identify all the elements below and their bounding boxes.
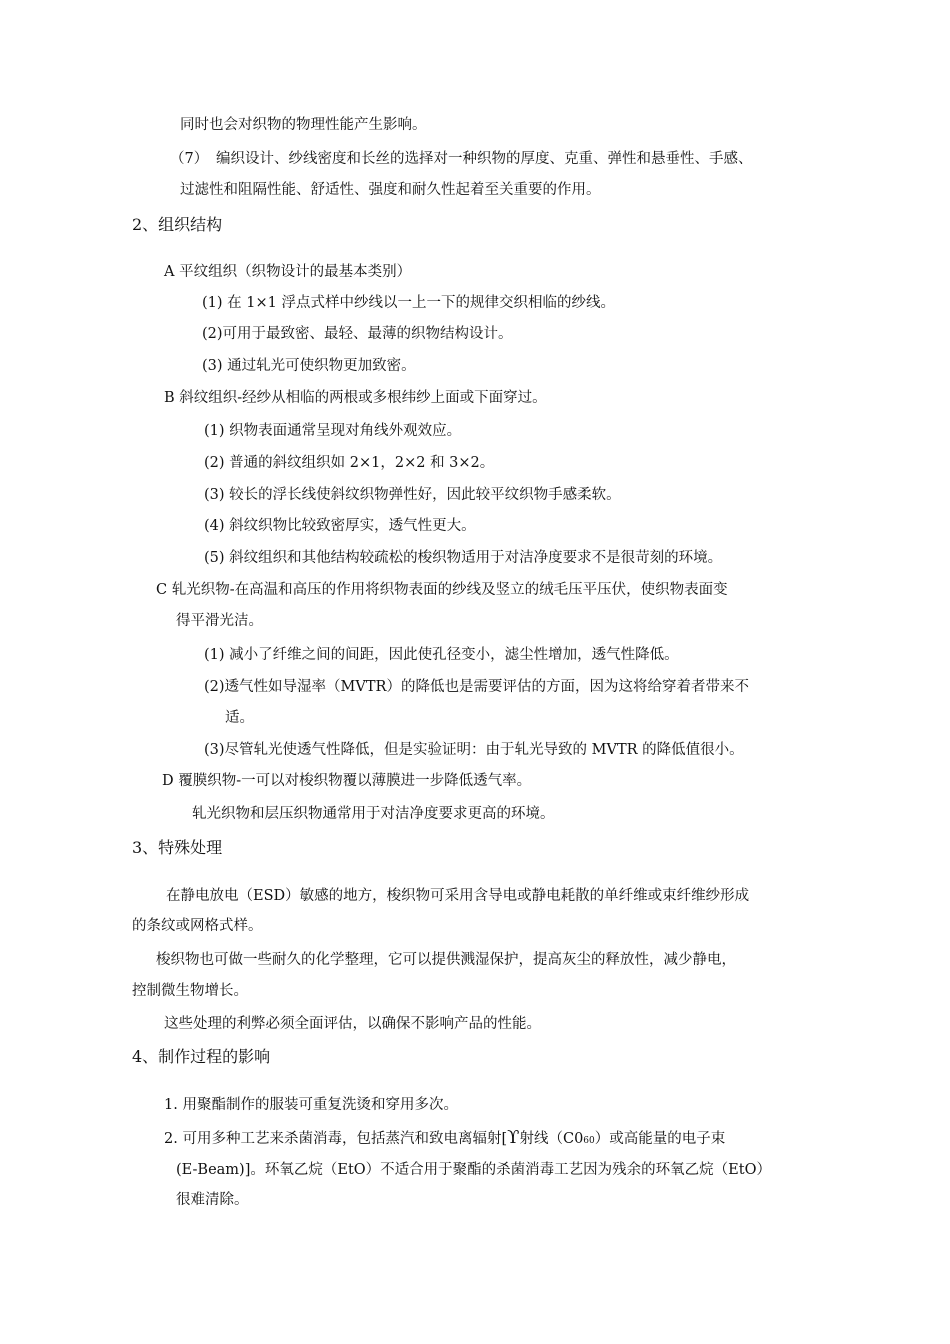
section-4-heading: 4、制作过程的影响	[132, 1047, 271, 1066]
section-2b-item-2: (2) 普通的斜纹组织如 2×1，2×2 和 3×2。	[204, 455, 495, 471]
section-4-item-2-line-1	[164, 1128, 725, 1151]
section-3-para-2-line-2: 控制微生物增长。	[132, 983, 248, 999]
section-2c-title-line-2: 得平滑光洁。	[176, 613, 263, 629]
section-2b-item-3: (3) 较长的浮长线使斜纹织物弹性好，因此较平纹织物手感柔软。	[204, 487, 621, 503]
section-2a-item-2: (2)可用于最致密、最轻、最薄的织物结构设计。	[202, 326, 513, 342]
gamma-symbol: ϒ	[507, 1127, 520, 1148]
section-2-heading: 2、组织结构	[132, 215, 223, 234]
section-2c-item-1: (1) 减小了纤维之间的间距，因此使孔径变小，滤尘性增加，透气性降低。	[204, 647, 679, 663]
section-2c-title-line-1: C 轧光织物-在高温和高压的作用将织物表面的纱线及竖立的绒毛压平压伏，使织物表面变	[156, 582, 728, 598]
intro-line: 同时也会对织物的物理性能产生影响。	[180, 117, 427, 133]
section-2a-title: A 平纹组织（织物设计的最基本类别）	[164, 264, 412, 280]
section-2b-item-5: (5) 斜纹组织和其他结构较疏松的梭织物适用于对洁净度要求不是很苛刻的环境。	[204, 550, 723, 566]
section-2a-item-1: (1) 在 1×1 浮点式样中纱线以一上一下的规律交织相临的纱线。	[202, 295, 615, 311]
section-2b-title: B 斜纹组织-经纱从相临的两根或多根纬纱上面或下面穿过。	[164, 390, 547, 406]
section-2c-item-2-line-1: (2)透气性如导湿率（MVTR）的降低也是需要评估的方面，因为这将给穿着者带来不	[204, 679, 749, 695]
section-3-para-2-line-1: 梭织物也可做一些耐久的化学整理，它可以提供溅湿保护，提高灰尘的释放性，减少静电，	[156, 952, 736, 968]
section-4-item-2-line-2: (E-Beam)]。环氧乙烷（EtO）不适合用于聚酯的杀菌消毒工艺因为残余的环氧乙烷（EtO）	[176, 1162, 771, 1178]
section-2a-item-3: (3) 通过轧光可使织物更加致密。	[202, 358, 416, 374]
section-4-item-1: 1. 用聚酯制作的服装可重复洗烫和穿用多次。	[164, 1097, 458, 1113]
section-2b-item-1: (1) 织物表面通常呈现对角线外观效应。	[204, 423, 462, 439]
section-2b-item-4: (4) 斜纹织物比较致密厚实，透气性更大。	[204, 518, 476, 534]
item-7-line-1: 编织设计、纱线密度和长丝的选择对一种织物的厚度、克重、弹性和悬垂性、手感、	[216, 151, 753, 167]
subscript-60: 60	[583, 1136, 595, 1146]
section-2d-title: D 覆膜织物-一可以对梭织物覆以薄膜进一步降低透气率。	[162, 773, 532, 789]
section-2c-item-3: (3)尽管轧光使透气性降低，但是实验证明：由于轧光导致的 MVTR 的降低值很小。	[204, 742, 744, 758]
section-3-heading: 3、特殊处理	[132, 838, 223, 857]
item-7-line-2: 过滤性和阻隔性能、舒适性、强度和耐久性起着至关重要的作用。	[180, 182, 601, 198]
section-4-item-2-part-a: 2. 可用多种工艺来杀菌消毒，包括蒸汽和致电离辐射[	[164, 1131, 508, 1147]
section-3-para-1-line-1: 在静电放电（ESD）敏感的地方，梭织物可采用含导电或静电耗散的单纤维或束纤维纱形成	[166, 888, 750, 904]
section-3-para-3: 这些处理的利弊必须全面评估，以确保不影响产品的性能。	[164, 1016, 541, 1032]
section-4-item-2-part-c: ）或高能量的电子束	[594, 1131, 726, 1147]
section-2c-item-2-line-2: 适。	[225, 710, 254, 726]
section-4-item-2-part-b: 射线（C0	[519, 1131, 584, 1147]
item-7-number: （7）	[170, 151, 209, 167]
section-2d-note: 轧光织物和层压织物通常用于对洁净度要求更高的环境。	[192, 806, 555, 822]
section-4-item-2-line-3: 很难清除。	[176, 1192, 249, 1208]
section-3-para-1-line-2: 的条纹或网格式样。	[132, 918, 263, 934]
